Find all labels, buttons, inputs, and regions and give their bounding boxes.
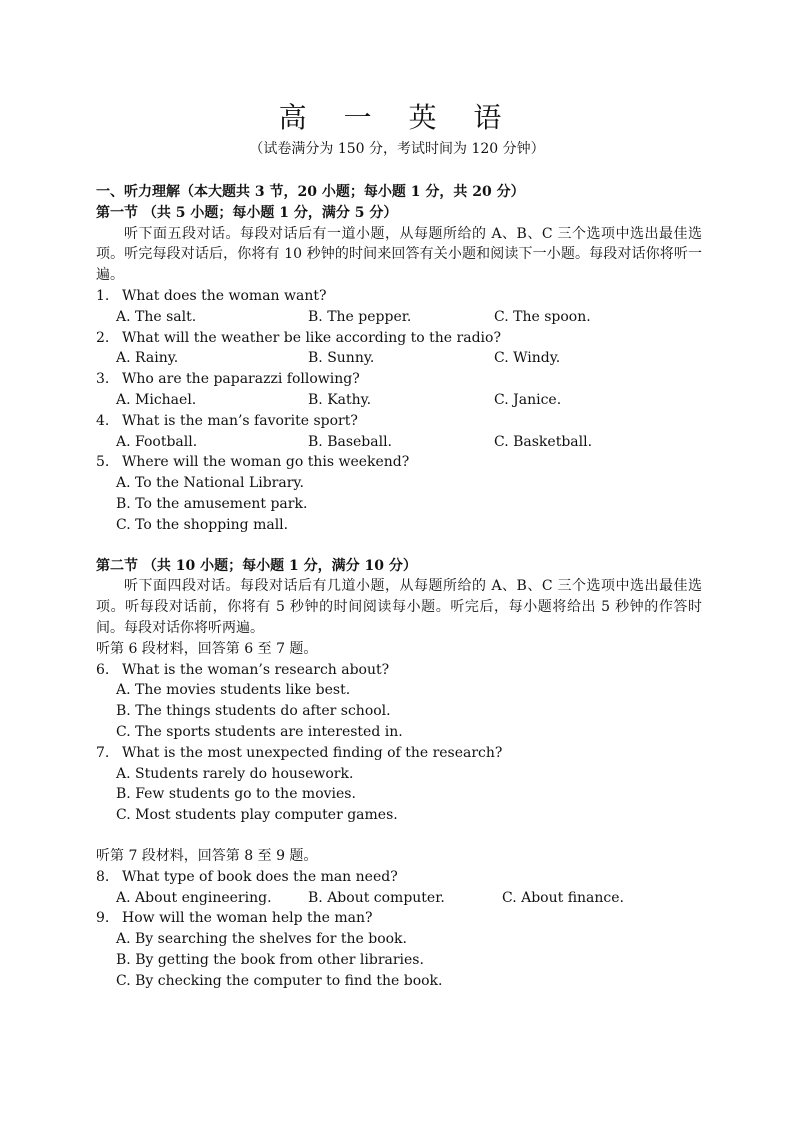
question-number: 1. [96,287,110,304]
question-text: What is the most unexpected finding of the research? [122,744,503,761]
question-number: 2. [96,329,110,346]
option-b: B. By getting the book from other libraries. [116,951,424,968]
option-a: A. Students rarely do housework. [116,765,354,782]
options-row [96,307,702,328]
option-b: B. The pepper. [308,308,412,325]
question-text: What will the weather be like according to the radio? [122,329,501,346]
option-c: C. Windy. [494,350,561,367]
question-stem [96,908,702,929]
question-text: What type of book does the man need? [122,868,398,885]
options-row [96,390,702,411]
question-number: 9. [96,910,110,927]
option-c: C. To the shopping mall. [116,516,289,533]
option-a: A. Football. [116,433,198,450]
question-number: 8. [96,868,110,885]
option-a: A. Rainy. [116,350,179,367]
option-a: A. To the National Library. [116,475,304,492]
question-stem [96,369,702,390]
question-stem [96,452,702,473]
question-text: What does the woman want? [122,287,327,304]
options-row [96,432,702,453]
section-instruction: 听下面五段对话。每段对话后有一道小题，从每题所给的 A、B、C 三个选项中选出最佳选项。听完每段对话后，你将有 10 秒钟的时间来回答有关小题和阅读下一小题。每段对话你将听一遍。 [96,225,702,284]
question-stem [96,660,702,681]
question-text: Where will the woman go this weekend? [122,454,410,471]
option-c: C. Most students play computer games. [116,807,398,824]
option-b: B. About computer. [308,889,445,906]
spacer [96,826,702,846]
option-b: B. Kathy. [308,391,372,408]
question-text: What is the man’s favorite sport? [122,412,358,429]
option-c: C. About finance. [502,889,625,906]
question-stem [96,743,702,764]
question-number: 4. [96,412,110,429]
page-title: 高 一 英 语 [278,101,516,134]
option-b: B. The things students do after school. [116,703,391,720]
question-stem [96,411,702,432]
option-a: A. The movies students like best. [116,682,351,699]
option-c: C. Janice. [494,391,562,408]
option-c: C. The sports students are interested in. [116,723,403,740]
question-stem [96,286,702,307]
material-note: 听第 7 段材料，回答第 8 至 9 题。 [96,847,318,864]
question-text: How will the woman help the man? [122,910,373,927]
question-number: 7. [96,744,110,761]
option-c: C. Basketball. [494,433,593,450]
exam-info: （试卷满分为 150 分，考试时间为 120 分钟） [249,141,545,157]
option-b: B. Sunny. [308,350,375,367]
options-row [96,348,702,369]
question-text: Who are the paparazzi following? [122,371,360,388]
section-heading: 第一节 （共 5 小题；每小题 1 分，满分 5 分） [96,204,398,221]
options-row [96,888,702,909]
question-stem [96,328,702,349]
question-number: 5. [96,454,110,471]
option-b: B. Baseball. [308,433,393,450]
option-b: B. To the amusement park. [116,495,308,512]
option-c: C. The spoon. [494,308,591,325]
question-stem [96,867,702,888]
part-heading: 一、听力理解（本大题共 3 节，20 小题；每小题 1 分，共 20 分） [96,184,525,200]
spacer [96,536,702,556]
material-note: 听第 6 段材料，回答第 6 至 7 题。 [96,640,318,657]
option-a: A. The salt. [116,308,197,325]
option-b: B. Few students go to the movies. [116,786,356,803]
option-a: A. About engineering. [116,889,272,906]
question-number: 6. [96,661,110,678]
option-a: A. Michael. [116,391,197,408]
option-c: C. By checking the computer to find the book. [116,972,443,989]
option-a: A. By searching the shelves for the book. [116,931,407,948]
section-heading: 第二节 （共 10 小题；每小题 1 分，满分 10 分） [96,557,417,574]
section-instruction: 听下面四段对话。每段对话后有几道小题，从每题所给的 A、B、C 三个选项中选出最佳选项。听每段对话前，你将有 5 秒钟的时间阅读每小题。听完后，每小题将给出 5 秒钟的作答时间。每段对话你将听两遍。 [96,578,702,636]
question-text: What is the woman’s research about? [122,661,390,678]
question-number: 3. [96,371,110,388]
exam-content [96,182,702,991]
